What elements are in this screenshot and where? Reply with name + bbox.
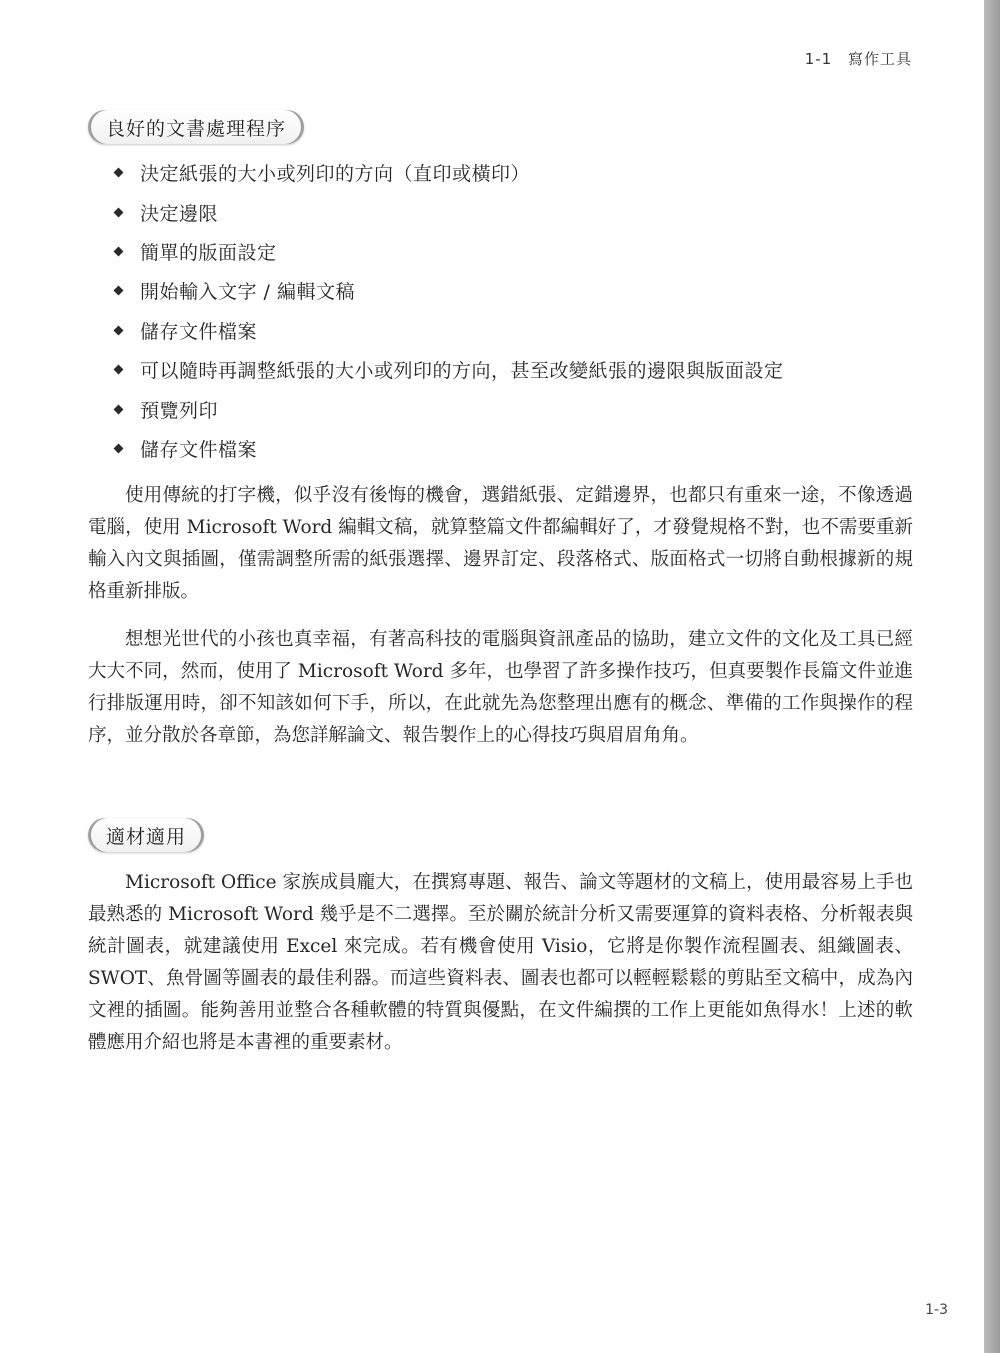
- section-heading-right-tool: 適材適用: [88, 818, 204, 852]
- list-item: [115, 192, 915, 231]
- diamond-bullet-icon: [114, 404, 124, 414]
- list-item: [115, 311, 915, 350]
- chapter-title: 寫作工具: [847, 50, 912, 68]
- list-item: [115, 271, 915, 310]
- body-paragraph-typewriter: 使用傳統的打字機，似乎沒有後悔的機會，選錯紙張、定錯邊界，也都只有重來一途，不像透過電腦，使用 Microsoft Word 編輯文稿，就算整篇文件都編輯好了，才發覺規格不對，也不需要重新輸入內文與插圖，僅需調整所需的紙張選擇、邊界訂定、段落格式、版面格式一切將自動根據新的規格重新排版。: [88, 485, 913, 602]
- list-item-text: 開始輸入文字 / 編輯文稿: [140, 281, 355, 304]
- list-item-text: 預覽列印: [140, 399, 219, 422]
- list-item-text: 儲存文件檔案: [140, 438, 258, 461]
- body-paragraph-new-generation: 想想光世代的小孩也真幸福，有著高科技的電腦與資訊產品的協助，建立文件的文化及工具已經大大不同，然而，使用了 Microsoft Word 多年，也學習了許多操作技巧，但真要製作長篇文件並進行排版運用時，卻不知該如何下手，所以，在此就先為您整理出應有的概念、準備的工作與操作的程序，並分散於各章節，為您詳解論文、報告製作上的心得技巧與眉眉角角。: [88, 629, 913, 746]
- list-item-text: 決定紙張的大小或列印的方向（直印或橫印）: [140, 163, 531, 186]
- list-item-text: 決定邊限: [140, 202, 219, 225]
- diamond-bullet-icon: [114, 247, 124, 257]
- list-item: [115, 232, 915, 271]
- diamond-bullet-icon: [114, 207, 124, 217]
- list-item-text: 儲存文件檔案: [140, 320, 258, 343]
- section-heading-good-workflow: 良好的文書處理程序: [88, 110, 304, 144]
- list-item-text: 簡單的版面設定: [140, 241, 277, 264]
- chapter-number: 1-1: [804, 50, 833, 68]
- page-edge-tab: [984, 0, 1000, 1353]
- list-item: [115, 389, 915, 428]
- page-number: 1-3: [925, 1302, 948, 1318]
- list-item-text: 可以隨時再調整紙張的大小或列印的方向，甚至改變紙張的邊限與版面設定: [140, 360, 784, 383]
- diamond-bullet-icon: [114, 325, 124, 335]
- body-paragraph-office-family: Microsoft Office 家族成員龐大，在撰寫專題、報告、論文等題材的文稿上，使用最容易上手也最熟悉的 Microsoft Word 幾乎是不二選擇。至於關於統計分析又需要運算的資料表格、分析報表與統計圖表，就建議使用 Excel 來完成。若有機會使用 Visio，它將是你製作流程圖表、組織圖表、SWOT、魚骨圖等圖表的最佳利器。而這些資料表、圖表也都可以輕輕鬆鬆的剪貼至文稿中，成為內文裡的插圖。能夠善用並整合各種軟體的特質與優點，在文件編撰的工作上更能如魚得水！上述的軟體應用介紹也將是本書裡的重要素材。: [88, 872, 913, 1053]
- diamond-bullet-icon: [114, 168, 124, 178]
- list-item: [115, 429, 915, 468]
- diamond-bullet-icon: [114, 365, 124, 375]
- workflow-step-list: [115, 153, 915, 468]
- diamond-bullet-icon: [114, 286, 124, 296]
- list-item: [115, 153, 915, 192]
- running-header: [805, 48, 912, 69]
- list-item: [115, 350, 915, 389]
- diamond-bullet-icon: [114, 443, 124, 453]
